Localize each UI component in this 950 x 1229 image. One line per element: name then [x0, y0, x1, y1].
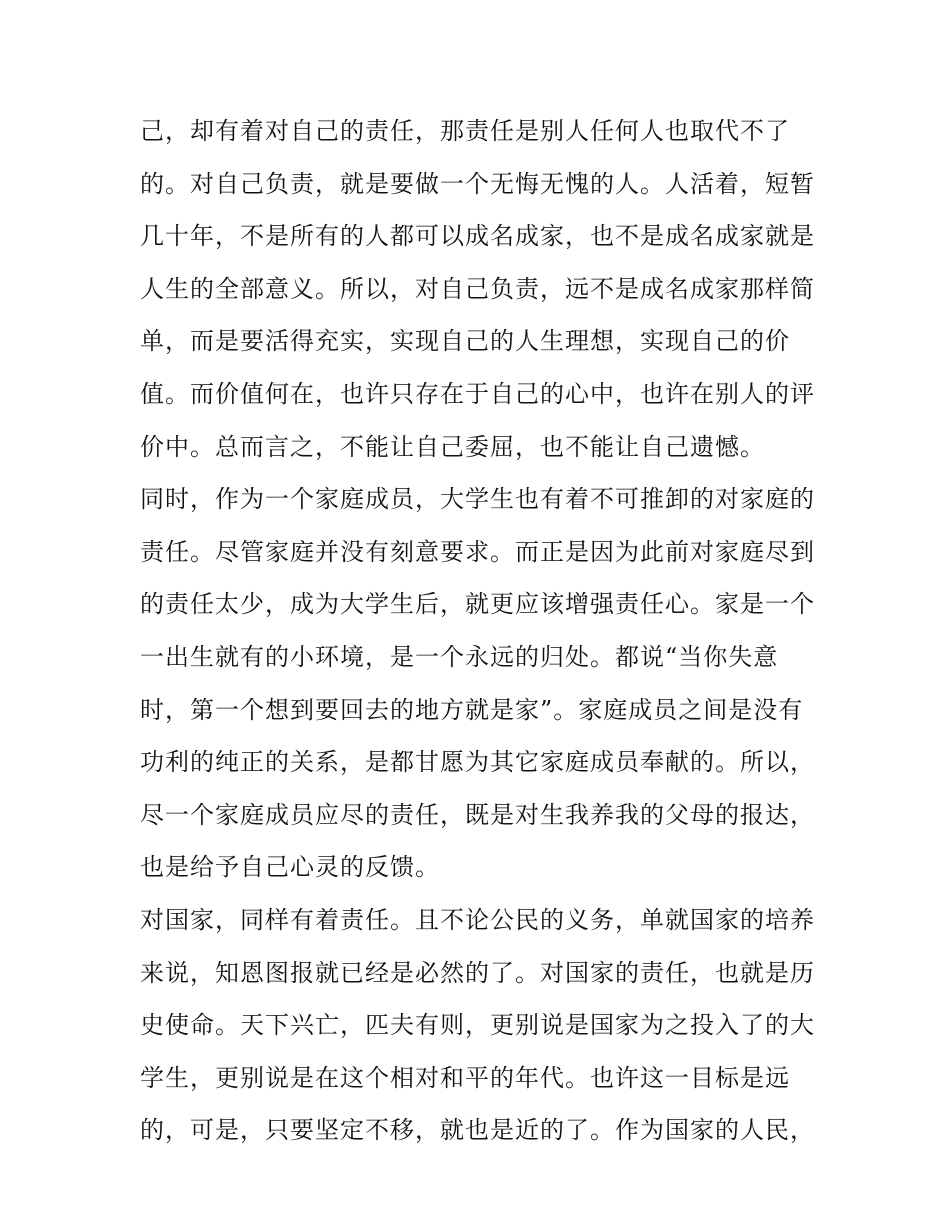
body-text	[140, 105, 820, 1157]
text-line: 的。对自己负责，就是要做一个无悔无愧的人。人活着，短暂	[140, 169, 815, 198]
text-line: 一出生就有的小环境，是一个永远的归处。都说“当你失意	[140, 642, 779, 671]
text-line: 的，可是，只要坚定不移，就也是近的了。作为国家的人民，	[140, 1116, 815, 1145]
text-line: 单，而是要活得充实，实现自己的人生理想，实现自己的价	[140, 327, 790, 356]
text-line: 己，却有着对自己的责任，那责任是别人任何人也取代不了	[140, 117, 790, 145]
text-line: 人生的全部意义。所以，对自己负责，远不是成名成家那样简	[140, 274, 815, 303]
text-line: 对国家，同样有着责任。且不论公民的义务，单就国家的培养	[140, 905, 815, 934]
text-line: 几十年，不是所有的人都可以成名成家，也不是成名成家就是	[140, 222, 815, 251]
text-line: 也是给予自己心灵的反馈。	[140, 853, 440, 882]
text-line: 史使命。天下兴亡，匹夫有则，更别说是国家为之投入了的大	[140, 1011, 815, 1040]
text-line: 功利的纯正的关系，是都甘愿为其它家庭成员奉献的。所以，	[140, 748, 815, 777]
text-line: 价中。总而言之，不能让自己委屈，也不能让自己遗憾。	[140, 432, 765, 461]
text-line: 尽一个家庭成员应尽的责任，既是对生我养我的父母的报达，	[140, 800, 815, 829]
text-line: 责任。尽管家庭并没有刻意要求。而正是因为此前对家庭尽到	[140, 537, 815, 566]
text-line: 学生，更别说是在这个相对和平的年代。也许这一目标是远	[140, 1063, 790, 1092]
text-line: 来说，知恩图报就已经是必然的了。对国家的责任，也就是历	[140, 958, 815, 987]
text-line: 同时，作为一个家庭成员，大学生也有着不可推卸的对家庭的	[140, 485, 815, 514]
text-line: 值。而价值何在，也许只存在于自己的心中，也许在别人的评	[140, 379, 815, 408]
text-line: 时，第一个想到要回去的地方就是家”。家庭成员之间是没有	[140, 695, 804, 724]
text-line: 的责任太少，成为大学生后，就更应该增强责任心。家是一个	[140, 590, 815, 619]
